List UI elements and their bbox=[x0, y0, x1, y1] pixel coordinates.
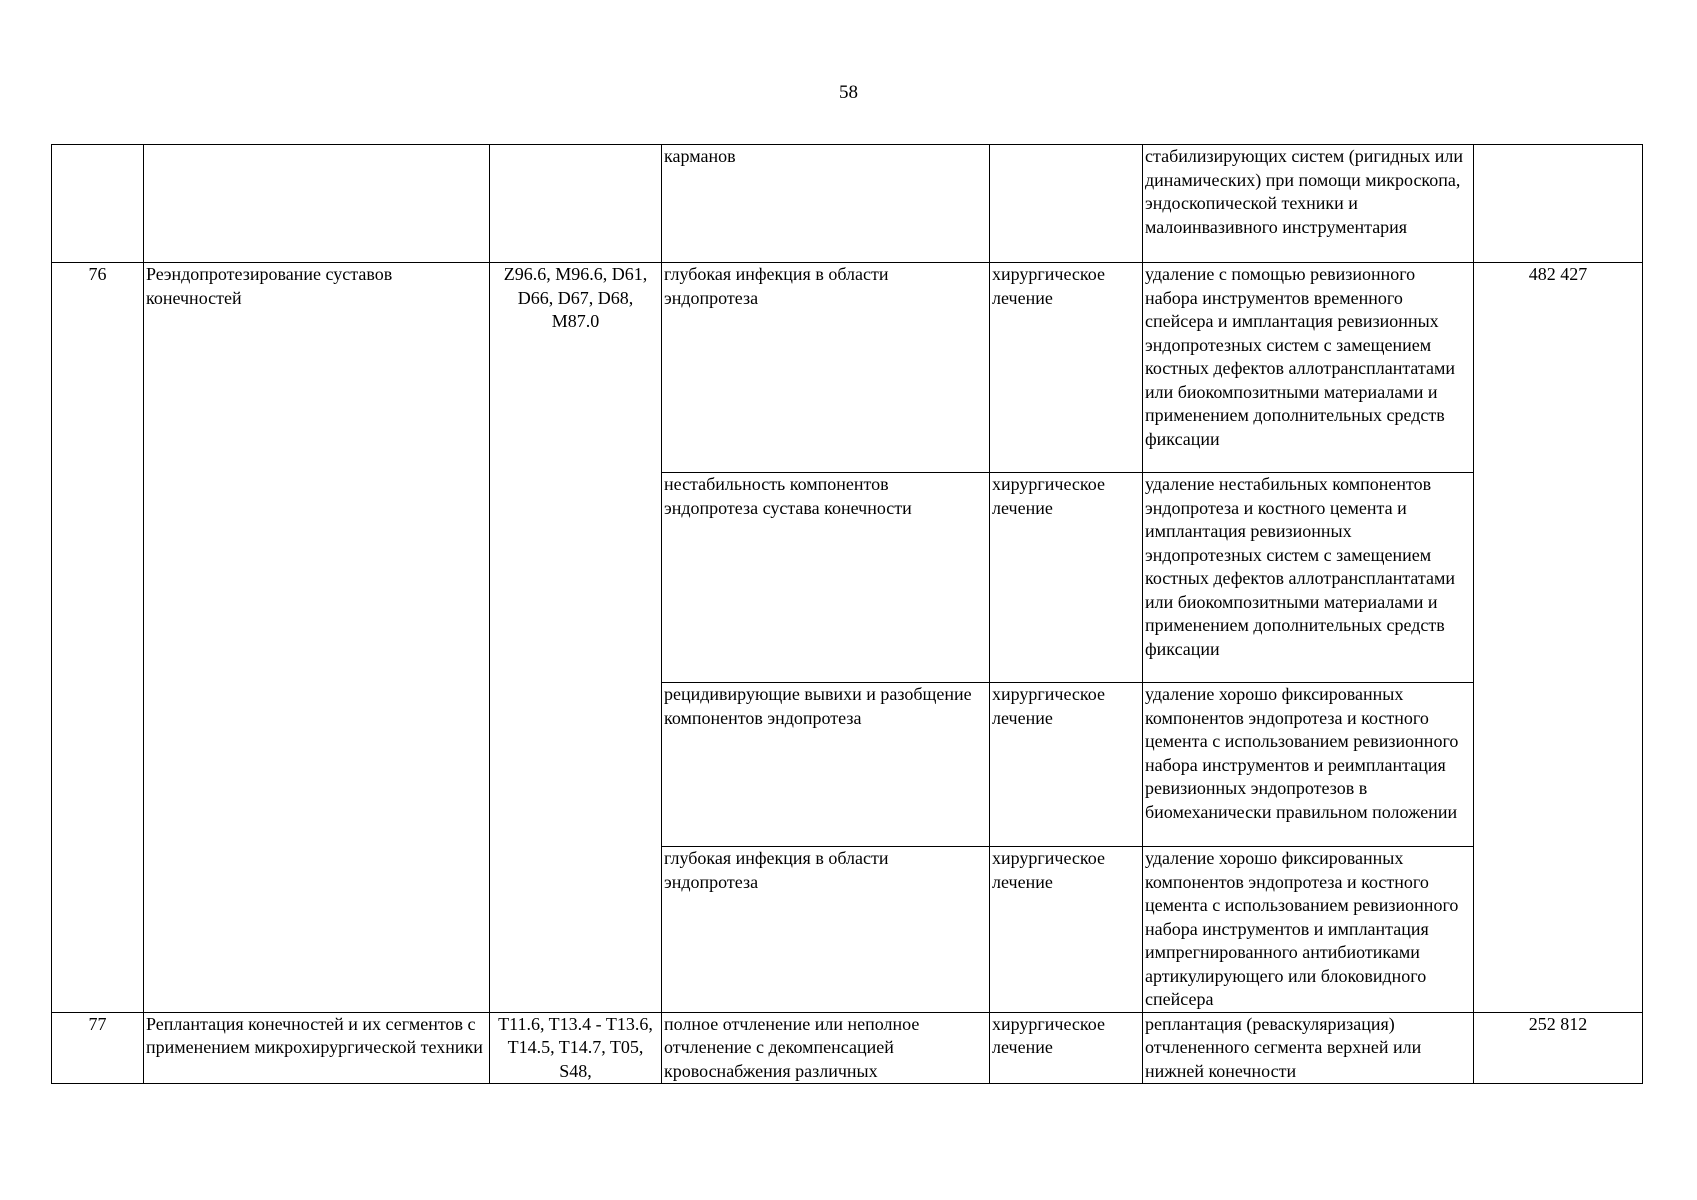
cell-num bbox=[52, 145, 144, 263]
cell-treatment: хирургическое лечение bbox=[990, 683, 1143, 847]
cell-codes: Z96.6, M96.6, D61, D66, D67, D68, M87.0 bbox=[490, 263, 662, 1013]
cell-name: Реплантация конечностей и их сегментов с применением микрохирургической техники bbox=[144, 1012, 490, 1084]
cell-name: Реэндопротезирование суставов конечностей bbox=[144, 263, 490, 1013]
cell-condition: рецидивирующие вывихи и разобщение компонентов эндопротеза bbox=[662, 683, 990, 847]
cell-method: стабилизирующих систем (ригидных или динамических) при помощи микроскопа, эндоскопической техники и малоинвазивного инструментария bbox=[1143, 145, 1474, 263]
cell-num: 76 bbox=[52, 263, 144, 1013]
treatment-table bbox=[51, 144, 1643, 1084]
cell-codes bbox=[490, 145, 662, 263]
cell-method: реплантация (реваскуляризация) отчлененного сегмента верхней или нижней конечности bbox=[1143, 1012, 1474, 1084]
cell-price: 482 427 bbox=[1474, 263, 1643, 1013]
cell-treatment: хирургическое лечение bbox=[990, 473, 1143, 683]
cell-condition: карманов bbox=[662, 145, 990, 263]
cell-condition: нестабильность компонентов эндопротеза сустава конечности bbox=[662, 473, 990, 683]
table-row-76 bbox=[52, 263, 1643, 473]
cell-treatment: хирургическое лечение bbox=[990, 263, 1143, 473]
cell-method: удаление хорошо фиксированных компонентов эндопротеза и костного цемента с использованием ревизионного набора инструментов и имплантация импрегнированного антибиотиками артикулирующего или блоковидного спейсера bbox=[1143, 847, 1474, 1013]
cell-condition: глубокая инфекция в области эндопротеза bbox=[662, 263, 990, 473]
cell-treatment bbox=[990, 145, 1143, 263]
page-number: 58 bbox=[839, 82, 858, 103]
cell-treatment: хирургическое лечение bbox=[990, 847, 1143, 1013]
cell-price: 252 812 bbox=[1474, 1012, 1643, 1084]
cell-condition: глубокая инфекция в области эндопротеза bbox=[662, 847, 990, 1013]
cell-name bbox=[144, 145, 490, 263]
cell-codes: T11.6, T13.4 - T13.6, T14.5, T14.7, T05, S48, bbox=[490, 1012, 662, 1084]
cell-method: удаление нестабильных компонентов эндопротеза и костного цемента и имплантация ревизионных эндопротезных систем с замещением костных дефектов аллотрансплантатами или биокомпозитными материалами и применением дополнительных средств фиксации bbox=[1143, 473, 1474, 683]
cell-treatment: хирургическое лечение bbox=[990, 1012, 1143, 1084]
table-row-continuation bbox=[52, 145, 1643, 263]
cell-method: удаление с помощью ревизионного набора инструментов временного спейсера и имплантация ревизионных эндопротезных систем с замещением костных дефектов аллотрансплантатами или биокомпозитными материалами и применением дополнительных средств фиксации bbox=[1143, 263, 1474, 473]
cell-price bbox=[1474, 145, 1643, 263]
cell-method: удаление хорошо фиксированных компонентов эндопротеза и костного цемента с использованием ревизионного набора инструментов и реимплантация ревизионных эндопротезов в биомеханически правильном положении bbox=[1143, 683, 1474, 847]
table-row-77 bbox=[52, 1012, 1643, 1084]
cell-num: 77 bbox=[52, 1012, 144, 1084]
cell-condition: полное отчленение или неполное отчленение с декомпенсацией кровоснабжения различных bbox=[662, 1012, 990, 1084]
